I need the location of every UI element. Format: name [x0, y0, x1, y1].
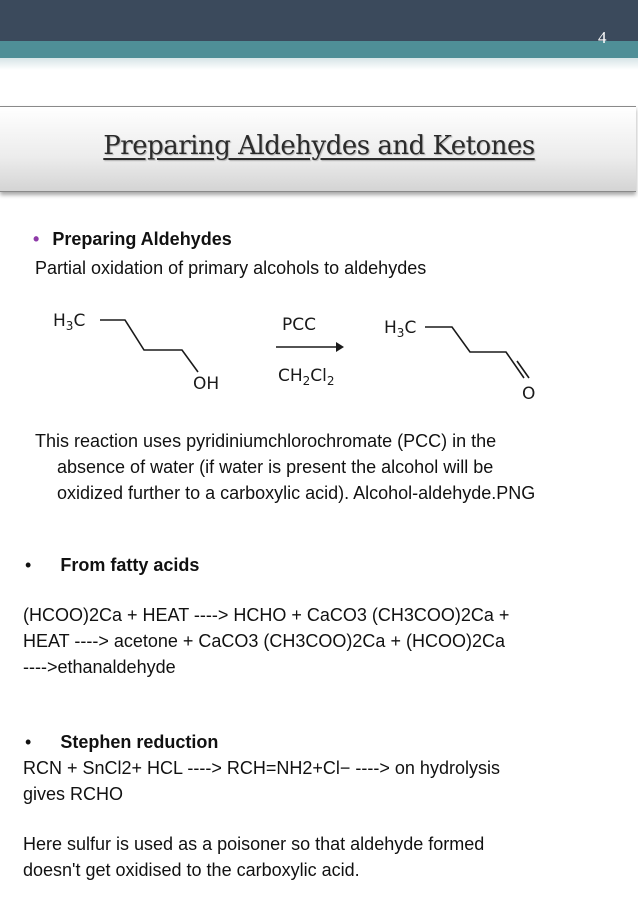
bullet-icon: • [33, 229, 40, 249]
section2-heading: From fatty acids [60, 555, 200, 575]
reaction-diagram [40, 300, 600, 410]
section1-heading-row [33, 227, 232, 251]
reactant-h3c-label: $H_3C$ [53, 311, 86, 333]
header-accent-fade [0, 58, 638, 70]
section3-heading-row [25, 730, 218, 754]
closing-line-1: Here sulfur is used as a poisoner so that aldehyde formed [23, 834, 485, 854]
section3-line-2: gives RCHO [23, 784, 124, 804]
section2-heading-row [25, 553, 199, 577]
page-number: 4 [598, 28, 607, 47]
closing-line-2: doesn't get oxidised to the carboxylic acid. [23, 860, 360, 880]
section2-line-1: (HCOO)2Ca + HEAT ----> HCHO + CaCO3 (CH3COO)2Ca + [23, 605, 510, 625]
header-accent-bar [0, 41, 638, 58]
arrow-head-icon [336, 342, 344, 352]
section3-line-1: RCN + SnCl2+ HCL ----> RCH=NH2+Cl− ----> on hydrolysis [23, 758, 500, 778]
section1-subheading: Partial oxidation of primary alcohols to aldehydes [35, 258, 427, 278]
bullet-icon: • [25, 732, 32, 752]
section3-heading: Stephen reduction [60, 732, 219, 752]
section2-line-2: HEAT ----> acetone + CaCO3 (CH3COO)2Ca + (HCOO)2Ca [23, 631, 505, 651]
solvent-label: $CH_2Cl_2$ [278, 366, 335, 388]
reactant-chain [100, 320, 198, 372]
bullet-icon: • [25, 555, 32, 575]
page-title: Preparing Aldehydes and Ketones [103, 131, 535, 161]
reagent-label: PCC [282, 315, 316, 335]
note-line-2: absence of water (if water is present the alcohol will be [57, 457, 494, 477]
header-bar [0, 0, 638, 41]
product-h3c-label: $H_3C$ [384, 318, 417, 340]
note-line-3: oxidized further to a carboxylic acid). Alcohol-aldehyde.PNG [57, 483, 536, 503]
section2-line-3: ---->ethanaldehyde [23, 657, 176, 677]
note-line-1: This reaction uses pyridiniumchlorochromate (PCC) in the [35, 431, 497, 451]
product-o-label: O [522, 384, 536, 404]
product-chain [425, 327, 524, 378]
reactant-oh-label: OH [193, 374, 220, 394]
section1-heading: Preparing Aldehydes [52, 229, 232, 249]
